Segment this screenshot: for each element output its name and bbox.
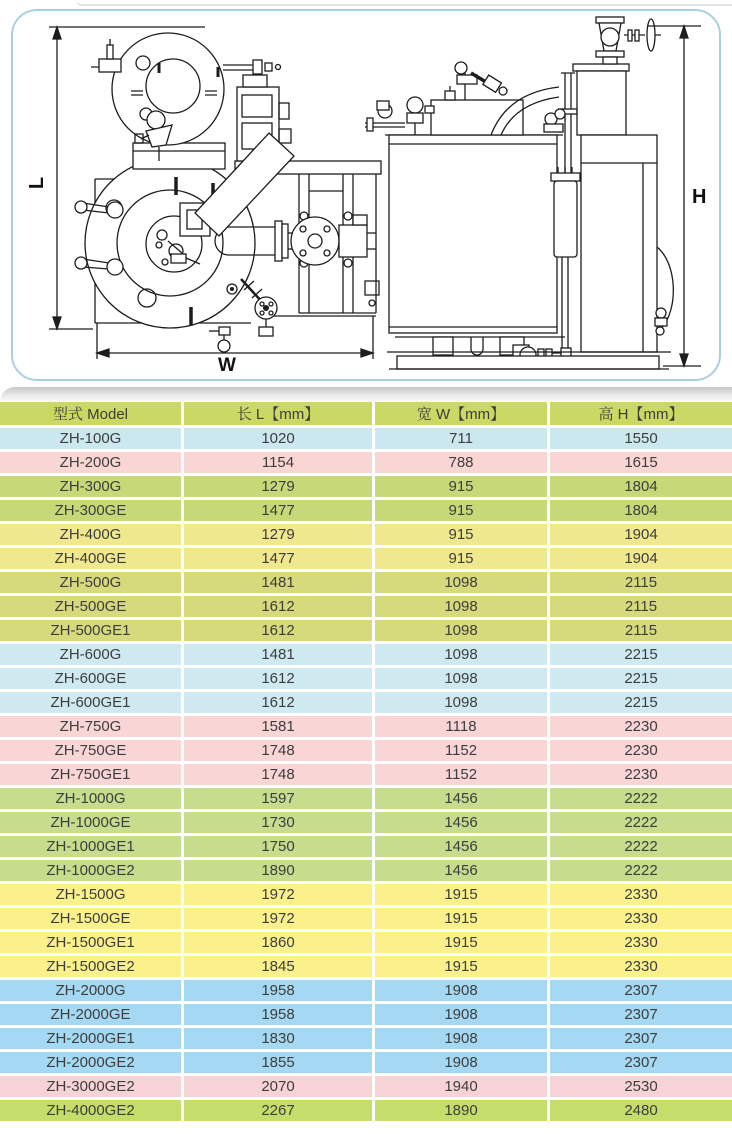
table-row — [0, 812, 732, 836]
cell-model: ZH-300G — [0, 476, 181, 500]
table-row — [0, 692, 732, 716]
table-row — [0, 860, 732, 884]
cell-length: 1845 — [181, 956, 372, 980]
cell-height: 2330 — [547, 956, 732, 980]
cell-length: 1972 — [181, 908, 372, 932]
cell-height: 2330 — [547, 932, 732, 956]
table-row — [0, 884, 732, 908]
cell-width: 1456 — [372, 812, 547, 836]
cell-model: ZH-4000GE2 — [0, 1100, 181, 1124]
table-row — [0, 836, 732, 860]
cell-model: ZH-1000GE1 — [0, 836, 181, 860]
cell-width: 1908 — [372, 1004, 547, 1028]
cell-model: ZH-2000GE — [0, 1004, 181, 1028]
boiler-technical-drawing — [13, 11, 719, 379]
cell-width: 1908 — [372, 1052, 547, 1076]
cell-length: 1890 — [181, 860, 372, 884]
cell-model: ZH-1500G — [0, 884, 181, 908]
cell-length: 1972 — [181, 884, 372, 908]
cell-length: 1279 — [181, 524, 372, 548]
cell-model: ZH-600GE — [0, 668, 181, 692]
cell-model: ZH-2000GE1 — [0, 1028, 181, 1052]
cell-model: ZH-300GE — [0, 500, 181, 524]
table-row — [0, 788, 732, 812]
dim-label-l: L — [26, 176, 48, 190]
drawing-panel — [11, 9, 721, 381]
cell-height: 2230 — [547, 716, 732, 740]
col-header-model: 型式 Model — [0, 402, 181, 428]
cell-width: 1915 — [372, 956, 547, 980]
dim-label-h: H — [692, 186, 707, 208]
cell-width: 1915 — [372, 932, 547, 956]
table-row — [0, 644, 732, 668]
cell-model: ZH-1500GE1 — [0, 932, 181, 956]
table-row — [0, 596, 732, 620]
cell-height: 1904 — [547, 548, 732, 572]
cell-length: 1481 — [181, 644, 372, 668]
table-row — [0, 932, 732, 956]
col-header-width: 宽 W【mm】 — [372, 402, 547, 428]
top-sheet-edge — [76, 0, 732, 6]
cell-width: 1915 — [372, 884, 547, 908]
table-row — [0, 740, 732, 764]
cell-width: 1098 — [372, 692, 547, 716]
cell-width: 1456 — [372, 788, 547, 812]
table-row — [0, 500, 732, 524]
sheet-shadow-band — [0, 387, 732, 402]
cell-height: 2222 — [547, 860, 732, 884]
front-view-drawing — [49, 27, 381, 359]
cell-width: 1908 — [372, 980, 547, 1004]
cell-width: 915 — [372, 524, 547, 548]
table-row — [0, 620, 732, 644]
cell-model: ZH-1000GE2 — [0, 860, 181, 884]
cell-width: 1152 — [372, 740, 547, 764]
cell-length: 1481 — [181, 572, 372, 596]
cell-length: 1279 — [181, 476, 372, 500]
cell-model: ZH-750G — [0, 716, 181, 740]
cell-width: 1456 — [372, 860, 547, 884]
cell-width: 915 — [372, 500, 547, 524]
cell-height: 2230 — [547, 740, 732, 764]
cell-width: 788 — [372, 452, 547, 476]
table-row — [0, 956, 732, 980]
cell-model: ZH-750GE — [0, 740, 181, 764]
cell-height: 2222 — [547, 836, 732, 860]
cell-height: 2215 — [547, 644, 732, 668]
cell-model: ZH-500G — [0, 572, 181, 596]
cell-width: 1940 — [372, 1076, 547, 1100]
cell-length: 1730 — [181, 812, 372, 836]
cell-model: ZH-1000G — [0, 788, 181, 812]
col-header-height: 高 H【mm】 — [547, 402, 732, 428]
cell-width: 1118 — [372, 716, 547, 740]
cell-length: 1612 — [181, 668, 372, 692]
cell-length: 1477 — [181, 548, 372, 572]
cell-width: 711 — [372, 428, 547, 452]
cell-length: 1860 — [181, 932, 372, 956]
table-row — [0, 1100, 732, 1124]
cell-height: 2222 — [547, 812, 732, 836]
cell-width: 915 — [372, 476, 547, 500]
cell-length: 1612 — [181, 692, 372, 716]
cell-height: 2330 — [547, 908, 732, 932]
cell-length: 1958 — [181, 1004, 372, 1028]
cell-model: ZH-400G — [0, 524, 181, 548]
table-row — [0, 524, 732, 548]
cell-model: ZH-100G — [0, 428, 181, 452]
table-row — [0, 908, 732, 932]
cell-height: 1804 — [547, 500, 732, 524]
cell-length: 1597 — [181, 788, 372, 812]
table-row — [0, 476, 732, 500]
cell-length: 1477 — [181, 500, 372, 524]
cell-height: 2307 — [547, 1052, 732, 1076]
table-row — [0, 980, 732, 1004]
cell-model: ZH-400GE — [0, 548, 181, 572]
table-row — [0, 548, 732, 572]
dim-label-w: W — [218, 355, 236, 376]
cell-width: 1098 — [372, 620, 547, 644]
table-row — [0, 452, 732, 476]
cell-width: 1456 — [372, 836, 547, 860]
cell-height: 2330 — [547, 884, 732, 908]
cell-model: ZH-2000GE2 — [0, 1052, 181, 1076]
table-row — [0, 668, 732, 692]
cell-height: 2115 — [547, 596, 732, 620]
cell-width: 1908 — [372, 1028, 547, 1052]
cell-width: 1152 — [372, 764, 547, 788]
cell-length: 1958 — [181, 980, 372, 1004]
table-row — [0, 428, 732, 452]
cell-length: 2070 — [181, 1076, 372, 1100]
cell-height: 2230 — [547, 764, 732, 788]
cell-length: 1612 — [181, 620, 372, 644]
table-row — [0, 1028, 732, 1052]
cell-model: ZH-1500GE — [0, 908, 181, 932]
cell-height: 2115 — [547, 572, 732, 596]
cell-length: 1581 — [181, 716, 372, 740]
table-row — [0, 1052, 732, 1076]
cell-length: 1154 — [181, 452, 372, 476]
cell-height: 2307 — [547, 1028, 732, 1052]
cell-height: 2307 — [547, 980, 732, 1004]
cell-model: ZH-2000G — [0, 980, 181, 1004]
cell-width: 1098 — [372, 644, 547, 668]
cell-height: 2222 — [547, 788, 732, 812]
cell-length: 1020 — [181, 428, 372, 452]
cell-model: ZH-600GE1 — [0, 692, 181, 716]
cell-model: ZH-1000GE — [0, 812, 181, 836]
cell-model: ZH-600G — [0, 644, 181, 668]
cell-width: 1890 — [372, 1100, 547, 1124]
cell-height: 1615 — [547, 452, 732, 476]
cell-length: 1612 — [181, 596, 372, 620]
cell-length: 1750 — [181, 836, 372, 860]
cell-model: ZH-500GE — [0, 596, 181, 620]
cell-width: 1098 — [372, 572, 547, 596]
table-row — [0, 1004, 732, 1028]
table-row — [0, 572, 732, 596]
cell-height: 2215 — [547, 668, 732, 692]
cell-length: 1830 — [181, 1028, 372, 1052]
cell-model: ZH-500GE1 — [0, 620, 181, 644]
cell-model: ZH-750GE1 — [0, 764, 181, 788]
table-header-row — [0, 402, 732, 428]
cell-width: 1915 — [372, 908, 547, 932]
cell-length: 2267 — [181, 1100, 372, 1124]
table-row — [0, 716, 732, 740]
cell-height: 1804 — [547, 476, 732, 500]
cell-height: 2480 — [547, 1100, 732, 1124]
side-view-drawing — [365, 17, 673, 369]
cell-model: ZH-3000GE2 — [0, 1076, 181, 1100]
cell-width: 915 — [372, 548, 547, 572]
cell-height: 2215 — [547, 692, 732, 716]
col-header-length: 长 L【mm】 — [181, 402, 372, 428]
cell-length: 1748 — [181, 764, 372, 788]
cell-height: 1550 — [547, 428, 732, 452]
cell-height: 1904 — [547, 524, 732, 548]
spec-table — [0, 402, 732, 1124]
cell-height: 2307 — [547, 1004, 732, 1028]
cell-height: 2530 — [547, 1076, 732, 1100]
cell-length: 1748 — [181, 740, 372, 764]
table-row — [0, 1076, 732, 1100]
cell-model: ZH-200G — [0, 452, 181, 476]
cell-length: 1855 — [181, 1052, 372, 1076]
cell-model: ZH-1500GE2 — [0, 956, 181, 980]
cell-width: 1098 — [372, 596, 547, 620]
cell-width: 1098 — [372, 668, 547, 692]
cell-height: 2115 — [547, 620, 732, 644]
table-row — [0, 764, 732, 788]
